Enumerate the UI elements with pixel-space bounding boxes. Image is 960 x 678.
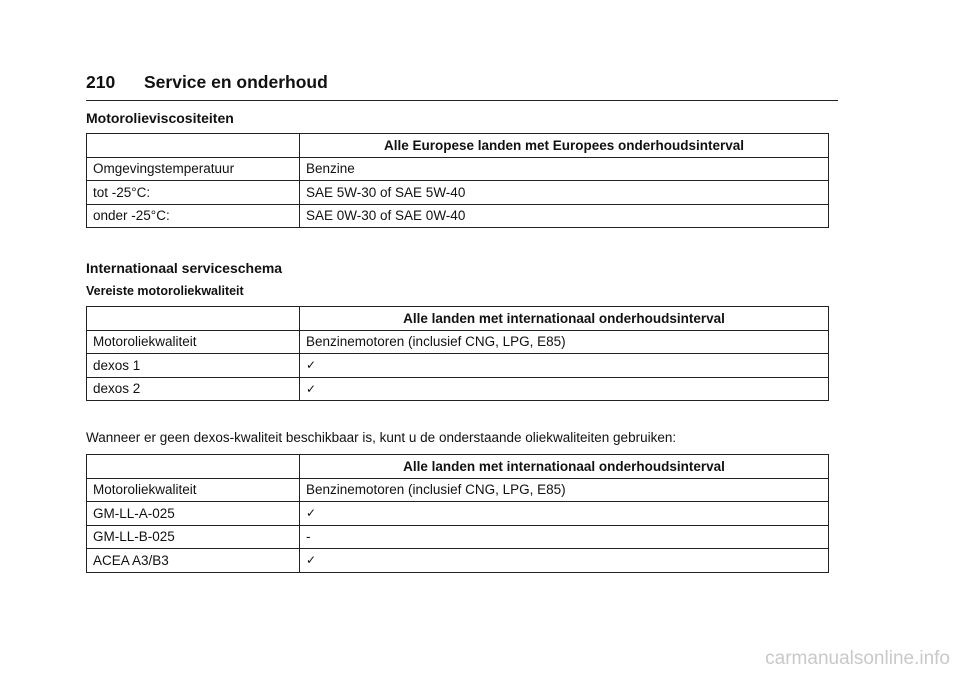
table-cell: Benzinemotoren (inclusief CNG, LPG, E85)	[300, 478, 829, 502]
table-cell: ACEA A3/B3	[87, 549, 300, 573]
table-cell: SAE 5W-30 of SAE 5W-40	[300, 181, 829, 205]
table-header-row	[87, 307, 829, 331]
table-row	[87, 478, 829, 502]
check-icon: ✓	[300, 549, 829, 573]
table-cell: Motoroliekwaliteit	[87, 330, 300, 354]
table-header-empty	[87, 455, 300, 479]
table-cell: Omgevingstemperatuur	[87, 157, 300, 181]
table-cell: -	[300, 525, 829, 549]
check-icon: ✓	[300, 377, 829, 401]
table-row	[87, 354, 829, 378]
table-row	[87, 377, 829, 401]
oil-quality-table	[86, 306, 829, 401]
table-row	[87, 525, 829, 549]
check-icon: ✓	[300, 354, 829, 378]
heading-motorolieviscositeiten: Motorolieviscositeiten	[86, 110, 234, 126]
table-cell: onder -25°C:	[87, 204, 300, 228]
table-header: Alle landen met internationaal onderhoudsinterval	[300, 307, 829, 331]
watermark: carmanualsonline.info	[765, 648, 950, 669]
alternative-oil-quality-table	[86, 454, 829, 573]
subheading-vereiste-motoroliekwaliteit: Vereiste motoroliekwaliteit	[86, 284, 244, 298]
heading-internationaal-serviceschema: Internationaal serviceschema	[86, 260, 283, 276]
page-header	[86, 70, 838, 101]
table-cell: dexos 2	[87, 377, 300, 401]
check-icon: ✓	[300, 502, 829, 526]
table-cell: Benzine	[300, 157, 829, 181]
table-header-empty	[87, 134, 300, 158]
intro-paragraph: Wanneer er geen dexos-kwaliteit beschikbaar is, kunt u de onderstaande oliekwaliteiten gebruiken:	[86, 430, 677, 445]
table-row	[87, 181, 829, 205]
table-cell: Benzinemotoren (inclusief CNG, LPG, E85)	[300, 330, 829, 354]
table-cell: tot -25°C:	[87, 181, 300, 205]
table-cell: GM-LL-B-025	[87, 525, 300, 549]
table-header-row	[87, 134, 829, 158]
table-header: Alle Europese landen met Europees onderhoudsinterval	[300, 134, 829, 158]
table-header: Alle landen met internationaal onderhoudsinterval	[300, 455, 829, 479]
viscosity-table	[86, 133, 829, 228]
table-header-row	[87, 455, 829, 479]
table-row	[87, 204, 829, 228]
table-row	[87, 549, 829, 573]
table-row	[87, 502, 829, 526]
table-cell: SAE 0W-30 of SAE 0W-40	[300, 204, 829, 228]
table-header-empty	[87, 307, 300, 331]
section-title: Service en onderhoud	[144, 72, 328, 92]
table-row	[87, 157, 829, 181]
table-row	[87, 330, 829, 354]
page-number: 210	[86, 72, 116, 92]
table-cell: GM-LL-A-025	[87, 502, 300, 526]
table-cell: dexos 1	[87, 354, 300, 378]
table-cell: Motoroliekwaliteit	[87, 478, 300, 502]
